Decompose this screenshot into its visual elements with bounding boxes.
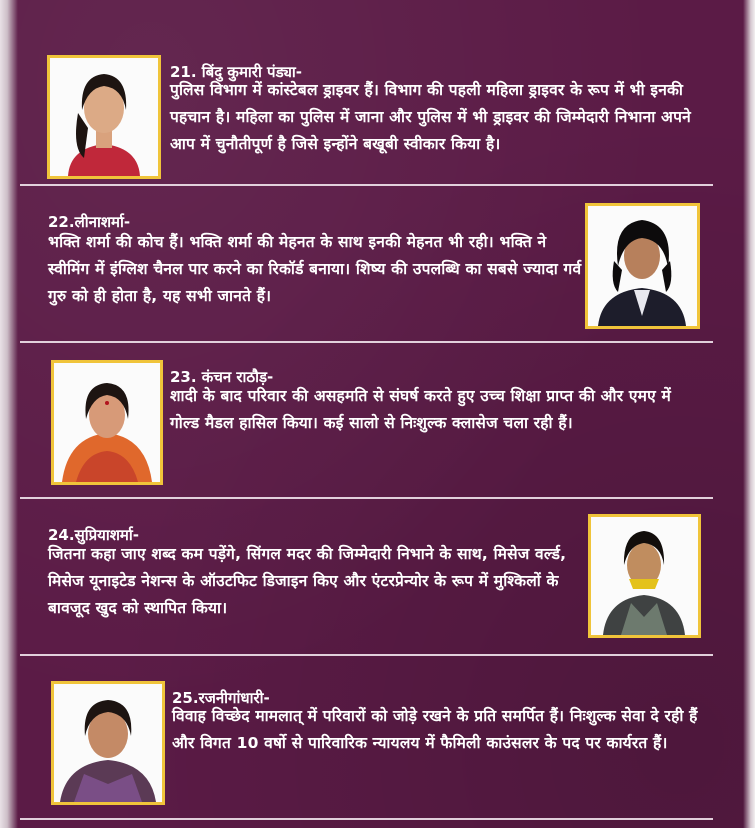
divider xyxy=(20,818,713,820)
portrait-24-icon xyxy=(591,517,698,635)
divider xyxy=(20,341,713,343)
entry-25-heading: 25.रजनीगांधारी- xyxy=(172,689,270,707)
entry-21-body: पुलिस विभाग में कांस्टेबल ड्राइवर हैं। विभाग की पहली महिला ड्राइवर के रूप में भी इनकी पहचान है। महिला का पुलिस में जाना और पुलिस में भी ड्राइवर की जिम्मेदारी निभाना अपने आप में चुनौतीपूर्ण है जिसे इन्होंने बखूबी स्वीकार किया है। xyxy=(170,81,691,153)
page-edge-left xyxy=(0,0,18,828)
entry-21-heading: 21. बिंदु कुमारी पंड्या- xyxy=(170,63,302,81)
page-edge-right xyxy=(743,0,755,828)
divider xyxy=(20,184,713,186)
entry-24-body: जितना कहा जाए शब्द कम पड़ेंगे, सिंगल मदर की जिम्मेदारी निभाने के साथ, मिसेज वर्ल्ड, मिसेज यूनाइटेड नेशन्स के ऑउटफिट डिजाइन किए और एंटरप्रेन्योर के रूप में मुश्किलों के बावजूद खुद को स्थापित किया। xyxy=(48,545,567,617)
divider xyxy=(20,654,713,656)
portrait-23-icon xyxy=(54,363,160,482)
profile-photo-21 xyxy=(47,55,161,179)
profile-photo-25 xyxy=(51,681,165,805)
portrait-25-icon xyxy=(54,684,162,802)
divider xyxy=(20,497,713,499)
entry-24-heading: 24.सुप्रियाशर्मा- xyxy=(48,526,139,544)
entry-23-body: शादी के बाद परिवार की असहमति से संघर्ष करते हुए उच्च शिक्षा प्राप्त की और एमए में गोल्ड मैडल हासिल किया। कई सालो से निःशुल्क क्लासेज चला रही हैं। xyxy=(170,387,671,432)
portrait-22-icon xyxy=(588,206,697,326)
entry-25-body: विवाह विच्छेद मामलात् में परिवारों को जोड़े रखने के प्रति समर्पित हैं। निःशुल्क सेवा दे रही हैं और विगत 10 वर्षो से पारिवारिक न्यायलय में फैमिली काउंसलर के पद पर कार्यरत हैं। xyxy=(172,707,698,752)
entry-22-heading: 22.लीनाशर्मा- xyxy=(48,213,131,231)
portrait-21-icon xyxy=(50,58,158,176)
profile-photo-24 xyxy=(588,514,701,638)
profile-photo-23 xyxy=(51,360,163,485)
entry-23-heading: 23. कंचन राठौड़- xyxy=(170,368,274,386)
profile-photo-22 xyxy=(585,203,700,329)
entry-22-body: भक्ति शर्मा की कोच हैं। भक्ति शर्मा की मेहनत के साथ इनकी मेहनत भी रही। भक्ति ने स्वीमिंग में इंग्लिश चैनल पार करने का रिकॉर्ड बनाया। शिष्य की उपलब्धि का सबसे ज्यादा गर्व गुरु को ही होता है, यह सभी जानते हैं। xyxy=(48,233,582,305)
